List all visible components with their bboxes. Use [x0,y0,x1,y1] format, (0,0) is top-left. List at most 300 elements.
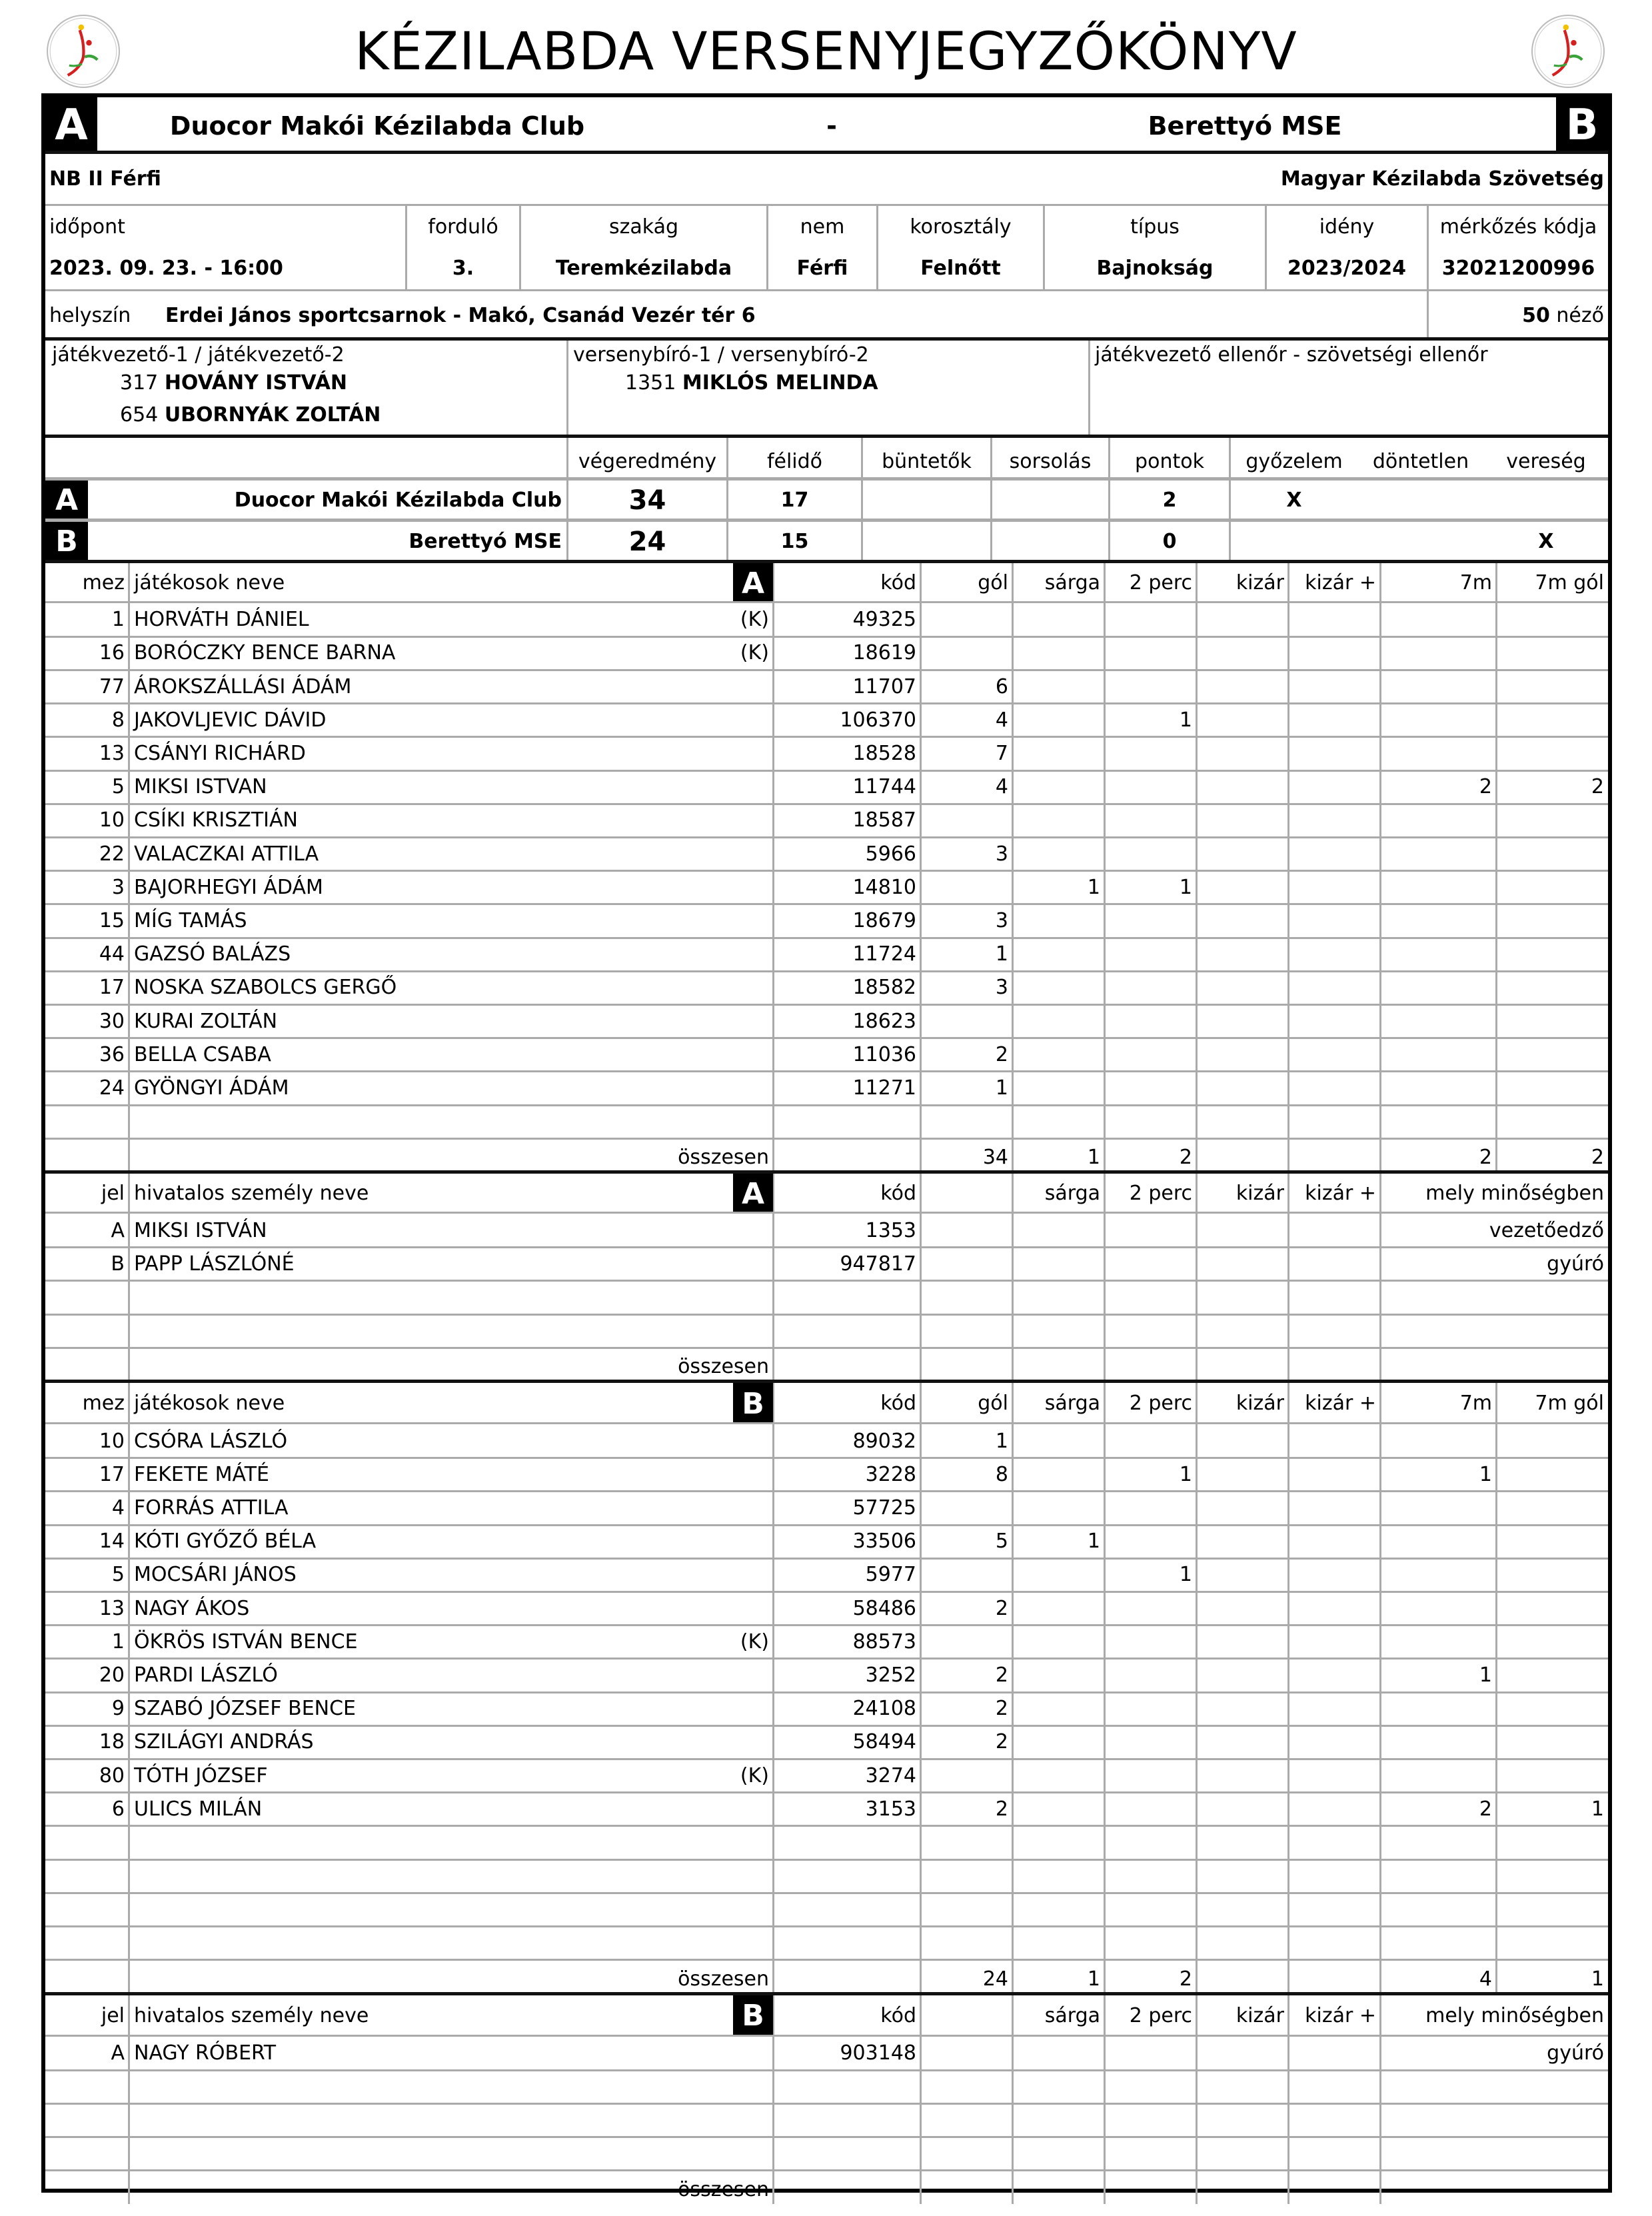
player-code: 18528 [852,741,916,765]
player-code: 88573 [852,1630,916,1654]
results-header-tie: döntetlen [1372,450,1469,473]
total-7m: 2 [1479,1146,1492,1170]
divider [1104,563,1106,1172]
divider [45,1859,1608,1861]
player-goals: 4 [995,775,1008,799]
divider [45,669,1608,671]
player-7m: 1 [1479,1663,1492,1687]
result-b-badge: B [45,522,88,561]
header-2: kód [880,571,916,594]
player-goals: 7 [995,741,1008,765]
total-goals: 34 [982,1146,1008,1170]
player-name: BAJORHEGYI ÁDÁM [134,875,323,899]
player-name: SZABÓ JÓZSEF BENCE [134,1697,357,1721]
player-code: 18679 [852,908,916,932]
divider [45,1558,1608,1560]
result-b-points: 0 [1162,530,1177,553]
divider [45,1004,1608,1006]
header-3: gól [978,571,1008,594]
player-jersey: 36 [99,1042,125,1066]
official-name: MIKSI ISTVÁN [134,1218,267,1242]
official-name: PAPP LÁSZLÓNÉ [134,1252,295,1276]
player-name: CSÓRA LÁSZLÓ [134,1429,288,1453]
official-name: NAGY RÓBERT [134,2041,277,2065]
divider [128,1383,130,1993]
header-role: mely minőségben [1425,2003,1604,2027]
referee-name: HOVÁNY ISTVÁN [164,371,348,395]
divider [45,2136,1608,2138]
official-code: 947817 [840,1252,916,1276]
divider [45,2169,1608,2171]
player-goals: 2 [995,1797,1008,1821]
spectators-count: 50 [1522,304,1550,327]
player-name: CSÍKI KRISZTIÁN [134,808,298,832]
header-official-name: hivatalos személy neve [134,2003,369,2027]
divider [45,1758,1608,1760]
player-jersey: 24 [99,1076,125,1100]
total-7m-goals: 1 [1591,1967,1604,1991]
player-name: FEKETE MÁTÉ [134,1462,270,1486]
player-code: 5966 [865,842,916,866]
player-code: 58494 [852,1730,916,1754]
player-2min: 1 [1179,875,1192,899]
player-code: 49325 [852,608,916,632]
player-name: ÖKRÖS ISTVÁN BENCE [134,1630,358,1654]
player-jersey: 44 [99,942,125,966]
header-yellow: sárga [1044,1182,1100,1206]
divider [45,1170,1608,1174]
player-code: 11744 [852,775,916,799]
divider [1012,563,1014,1172]
venue-label: helyszín [49,304,131,327]
player-name: GYÖNGYI ÁDÁM [134,1076,289,1100]
divider [1287,563,1289,1172]
player-7m: 2 [1479,1797,1492,1821]
captain-mark: (K) [740,641,769,665]
divider [45,1791,1608,1793]
header-4: sárga [1044,571,1100,594]
player-name: ÁROKSZÁLLÁSI ÁDÁM [134,674,352,698]
divider [45,477,1608,481]
divider [45,519,1608,522]
player-goals: 6 [995,674,1008,698]
referee-2 [120,405,381,425]
official-code: 1353 [865,1218,916,1242]
header-jersey: mez [82,571,125,594]
timekeeper-name: MIKLÓS MELINDA [682,371,878,395]
divider [128,1174,130,1381]
header-6: kizár [1236,1392,1284,1416]
header-9: 7m gól [1535,1392,1604,1416]
player-code: 11707 [852,674,916,698]
player-name: GAZSÓ BALÁZS [134,942,291,966]
player-name: VALACZKAI ATTILA [134,842,319,866]
divider [45,1212,1608,1214]
info-label-type: típus [1130,215,1180,239]
player-jersey: 10 [99,1429,125,1453]
info-value-match-code: 32021200996 [1441,257,1595,280]
player-7m-goals: 2 [1591,775,1604,799]
header-code: kód [880,1182,916,1206]
header-mark: jel [101,1182,125,1206]
divider [128,1995,130,2204]
divider [45,1624,1608,1626]
player-code: 18623 [852,1009,916,1033]
result-b-half: 15 [780,530,809,553]
timekeeper-code: 1351 [625,371,676,395]
player-jersey: 13 [99,1596,125,1620]
player-jersey: 77 [99,674,125,698]
player-goals: 3 [995,908,1008,932]
divider [45,1246,1608,1248]
player-jersey: 30 [99,1009,125,1033]
divider [45,803,1608,805]
captain-mark: (K) [740,1763,769,1787]
divider [45,1037,1608,1039]
spectators-label: néző [1556,304,1604,327]
player-code: 18587 [852,808,916,832]
player-7m: 1 [1479,1462,1492,1486]
timekeepers-label: versenybíró-1 / versenybíró-2 [573,343,869,367]
header-2min: 2 perc [1129,2003,1192,2027]
player-jersey: 3 [111,875,125,899]
official-role: gyúró [1547,1252,1604,1276]
player-code: 106370 [840,708,916,732]
player-yellow: 1 [1087,875,1100,899]
player-code: 11724 [852,942,916,966]
header-disq-plus: kizár + [1305,2003,1376,2027]
player-jersey: 15 [99,908,125,932]
divider [1012,1995,1014,2204]
header-4: sárga [1044,1392,1100,1416]
header-6: kizár [1236,571,1284,594]
results-header-penalties: büntetők [882,450,972,473]
results-header-draw: sorsolás [1009,450,1092,473]
team-badge: A [733,563,773,603]
divider [45,937,1608,939]
results-header-final: végeredmény [578,450,717,473]
divider [45,1070,1608,1072]
player-code: 33506 [852,1530,916,1554]
divider [45,1490,1608,1492]
header-player-name: játékosok neve [134,571,285,594]
info-label-date: időpont [49,215,125,239]
info-label-gender: nem [800,215,845,239]
header-7: kizár + [1305,571,1376,594]
header-jersey: mez [82,1392,125,1416]
spectators [1522,306,1604,326]
result-b-final: 24 [628,527,666,557]
team-badge: B [733,1995,773,2037]
divider [45,2069,1608,2071]
official-code: 903148 [840,2041,916,2065]
divider [45,1992,1608,1995]
header-8: 7m [1459,571,1492,594]
player-code: 58486 [852,1596,916,1620]
league-name: NB II Férfi [49,167,161,191]
header-code: kód [880,2003,916,2027]
divider [1287,1383,1289,1993]
player-code: 57725 [852,1496,916,1520]
player-yellow: 1 [1087,1530,1100,1554]
player-goals: 3 [995,842,1008,866]
player-jersey: 13 [99,741,125,765]
divider [45,870,1608,872]
info-value-season: 2023/2024 [1287,257,1406,280]
player-code: 24108 [852,1697,916,1721]
header-2min: 2 perc [1129,1182,1192,1206]
divider [45,1725,1608,1727]
total-yellow: 1 [1087,1146,1100,1170]
results-header-points: pontok [1135,450,1204,473]
player-name: BORÓCZKY BENCE BARNA [134,641,396,665]
info-value-gender: Férfi [796,257,848,280]
team-b-name: Berettyó MSE [1148,111,1342,141]
divider [45,601,1608,603]
player-jersey: 5 [111,1563,125,1587]
divider [45,1825,1608,1827]
divider [45,1591,1608,1593]
divider [45,1658,1608,1660]
divider [45,1138,1608,1140]
player-name: PARDI LÁSZLÓ [134,1663,278,1687]
header-disq-plus: kizár + [1305,1182,1376,1206]
result-a-win: X [1286,489,1302,512]
results-header-loss: vereség [1506,450,1586,473]
player-name: ULICS MILÁN [134,1797,263,1821]
player-jersey: 22 [99,842,125,866]
divider [1379,1174,1381,1381]
results-header-half: félidő [766,450,823,473]
player-7m: 2 [1479,775,1492,799]
divider [1196,1995,1198,2204]
player-code: 14810 [852,875,916,899]
player-code: 18619 [852,641,916,665]
player-jersey: 4 [111,1496,125,1520]
total-7m-goals: 2 [1591,1146,1604,1170]
divider [1104,1174,1106,1381]
divider [45,970,1608,972]
player-name: BELLA CSABA [134,1042,271,1066]
result-a-final: 34 [628,485,666,516]
info-value-round: 3. [452,257,474,280]
total-goals: 24 [982,1967,1008,1991]
official-mark: A [111,1218,125,1242]
player-name: FORRÁS ATTILA [134,1496,289,1520]
divider [1012,1174,1014,1381]
info-value-type: Bajnokság [1096,257,1214,280]
player-name: MOCSÁRI JÁNOS [134,1563,297,1587]
divider [45,560,1608,563]
divider [45,1691,1608,1693]
captain-mark: (K) [740,1630,769,1654]
player-goals: 3 [995,976,1008,1000]
federation-name: Magyar Kézilabda Szövetség [1280,167,1604,191]
player-goals: 2 [995,1596,1008,1620]
header-disq: kizár [1236,2003,1284,2027]
player-code: 3153 [865,1797,916,1821]
player-name: KURAI ZOLTÁN [134,1009,278,1033]
header-7: kizár + [1305,1392,1376,1416]
result-a-points: 2 [1162,489,1177,512]
divider [1379,1995,1381,2204]
divider [1287,1995,1289,2204]
divider [1196,1174,1198,1381]
player-goals: 2 [995,1663,1008,1687]
player-jersey: 8 [111,708,125,732]
player-goals: 2 [995,1697,1008,1721]
results-header-win: győzelem [1245,450,1343,473]
divider [45,736,1608,738]
player-goals: 1 [995,942,1008,966]
player-code: 3252 [865,1663,916,1687]
divider [45,1280,1608,1282]
player-jersey: 6 [111,1797,125,1821]
player-jersey: 17 [99,1462,125,1486]
divider [566,341,568,437]
player-name: HORVÁTH DÁNIEL [134,608,309,632]
result-b-team: Berettyó MSE [409,530,562,553]
player-name: NOSKA SZABOLCS GERGŐ [134,976,397,1000]
player-goals: 2 [995,1042,1008,1066]
divider [45,836,1608,838]
divider [45,770,1608,772]
result-b-loss: X [1538,530,1554,553]
player-jersey: 16 [99,641,125,665]
header-mark: jel [101,2003,125,2027]
player-jersey: 17 [99,976,125,1000]
supervisors-label: játékvezető ellenőr - szövetségi ellenőr [1095,343,1488,367]
info-label-match-code: mérkőzés kódja [1439,215,1597,239]
divider [45,636,1608,638]
timekeeper-1 [625,373,878,393]
venue-value: Erdei János sportcsarnok - Makó, Csanád Vezér tér 6 [165,304,756,327]
official-role: gyúró [1547,2041,1604,2065]
team-a-badge: A [45,97,97,153]
player-name: MÍG TAMÁS [134,908,247,932]
divider [1379,563,1381,1172]
header-role: mely minőségben [1425,1182,1604,1206]
result-a-team: Duocor Makói Kézilabda Club [234,489,562,512]
divider [45,1457,1608,1459]
header-official-name: hivatalos személy neve [134,1182,369,1206]
divider [1287,1174,1289,1381]
player-7m-goals: 1 [1591,1797,1604,1821]
player-name: MIKSI ISTVAN [134,775,267,799]
referee-code: 317 [120,371,159,395]
player-code: 5977 [865,1563,916,1587]
player-name: NAGY ÁKOS [134,1596,250,1620]
page-title: KÉZILABDA VERSENYJEGYZŐKÖNYV [355,22,1297,82]
player-2min: 1 [1179,1563,1192,1587]
official-role: vezetőedző [1489,1218,1604,1242]
player-name: JAKOVLJEVIC DÁVID [134,708,327,732]
info-label-round: forduló [428,215,498,239]
divider [1495,1383,1497,1993]
captain-mark: (K) [740,608,769,632]
scoresheet [41,93,1612,2201]
divider [45,1104,1608,1106]
divider [45,2103,1608,2105]
player-jersey: 10 [99,808,125,832]
divider [920,1995,922,2204]
player-goals: 8 [995,1462,1008,1486]
player-name: SZILÁGYI ANDRÁS [134,1730,314,1754]
player-jersey: 1 [111,1630,125,1654]
header-disq: kizár [1236,1182,1284,1206]
player-name: TÓTH JÓZSEF [134,1763,268,1787]
divider [45,337,1608,341]
player-jersey: 18 [99,1730,125,1754]
divider [1012,1383,1014,1993]
player-jersey: 1 [111,608,125,632]
referee-name: UBORNYÁK ZOLTÁN [164,403,381,427]
player-name: KÓTI GYŐZŐ BÉLA [134,1530,317,1554]
divider [1088,341,1090,437]
total-2min: 2 [1179,1146,1192,1170]
team-a-name: Duocor Makói Kézilabda Club [169,111,585,141]
info-label-age-group: korosztály [910,215,1012,239]
referee-1 [120,373,347,393]
divider [45,1892,1608,1894]
divider [45,435,1608,438]
divider [45,903,1608,905]
header-5: 2 perc [1129,571,1192,594]
player-jersey: 80 [99,1763,125,1787]
header-5: 2 perc [1129,1392,1192,1416]
divider [1427,291,1429,339]
divider [45,1380,1608,1383]
player-code: 18582 [852,976,916,1000]
divider [45,1422,1608,1424]
total-label: összesen [678,2177,769,2201]
player-name: CSÁNYI RICHÁRD [134,741,306,765]
divider [45,2035,1608,2037]
official-mark: A [111,2041,125,2065]
player-jersey: 14 [99,1530,125,1554]
total-7m: 4 [1479,1967,1492,1991]
referee-code: 654 [120,403,159,427]
divider [45,204,1608,206]
player-code: 89032 [852,1429,916,1453]
referees-label: játékvezető-1 / játékvezető-2 [52,343,345,367]
player-jersey: 9 [111,1697,125,1721]
divider [45,1925,1608,1927]
player-code: 11036 [852,1042,916,1066]
total-label: összesen [678,1146,769,1170]
player-goals: 1 [995,1076,1008,1100]
info-label-season: idény [1319,215,1375,239]
divider [920,1174,922,1381]
player-goals: 1 [995,1429,1008,1453]
player-goals: 2 [995,1730,1008,1754]
header-yellow: sárga [1044,2003,1100,2027]
player-2min: 1 [1179,708,1192,732]
header-9: 7m gól [1535,571,1604,594]
divider [45,1347,1608,1349]
header-3: gól [978,1392,1008,1416]
player-goals: 5 [995,1530,1008,1554]
header-player-name: játékosok neve [134,1392,285,1416]
total-yellow: 1 [1087,1967,1100,1991]
divider [1104,1995,1106,2204]
player-code: 11271 [852,1076,916,1100]
player-code: 3228 [865,1462,916,1486]
official-mark: B [111,1252,125,1276]
header-2: kód [880,1392,916,1416]
info-value-age-group: Felnőtt [920,257,1001,280]
divider [45,289,1608,291]
